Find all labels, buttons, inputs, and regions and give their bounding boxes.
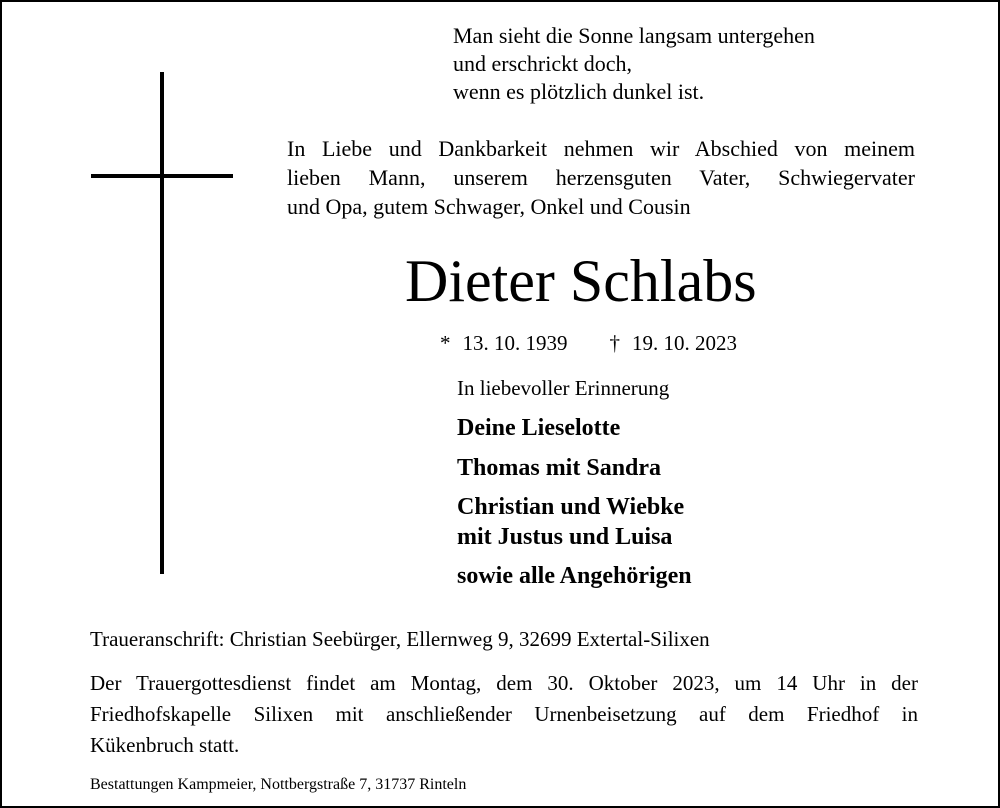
mourner-name: sowie alle Angehörigen	[457, 563, 692, 589]
farewell-line: und Opa, gutem Schwager, Onkel und Cousin	[287, 194, 691, 219]
poem-line: und erschrickt doch,	[453, 51, 632, 76]
funeral-home: Bestattungen Kampmeier, Nottbergstraße 7, 31737 Rinteln	[90, 776, 467, 793]
farewell-line: In Liebe und Dankbarkeit nehmen wir Abschied von meinem	[287, 136, 915, 161]
memory-text: In liebevoller Erinnerung	[457, 376, 670, 400]
mourning-address: Traueranschrift: Christian Seebürger, Ellernweg 9, 32699 Extertal-Silixen	[90, 627, 710, 651]
service-line: Kükenbruch statt.	[90, 733, 240, 757]
poem-line: Man sieht die Sonne langsam untergehen	[453, 23, 815, 48]
poem-line: wenn es plötzlich dunkel ist.	[453, 79, 705, 104]
service-info	[90, 668, 918, 761]
mourner-name: Thomas mit Sandra	[457, 455, 662, 481]
mourner-name: Christian und Wiebke	[457, 494, 685, 520]
death-symbol: †	[609, 331, 620, 355]
death-date: 19. 10. 2023	[632, 331, 737, 355]
farewell-line: lieben Mann, unserem herzensguten Vater, Schwiegervater	[287, 165, 915, 190]
birth-date: 13. 10. 1939	[462, 331, 568, 355]
farewell-text	[287, 134, 915, 221]
mourner-name: mit Justus und Luisa	[457, 524, 673, 550]
mourner-name: Deine Lieselotte	[457, 415, 621, 441]
service-line: Friedhofskapelle Silixen mit anschließender Urnenbeisetzung auf dem Friedhof in	[90, 702, 918, 726]
deceased-name: Dieter Schlabs	[405, 248, 757, 314]
life-dates	[440, 330, 737, 356]
cross-icon-horizontal-bar	[91, 174, 233, 178]
poem	[453, 22, 983, 106]
cross-icon-vertical-bar	[160, 72, 164, 574]
birth-symbol: *	[440, 331, 451, 355]
service-line: Der Trauergottesdienst findet am Montag, dem 30. Oktober 2023, um 14 Uhr in der	[90, 671, 918, 695]
